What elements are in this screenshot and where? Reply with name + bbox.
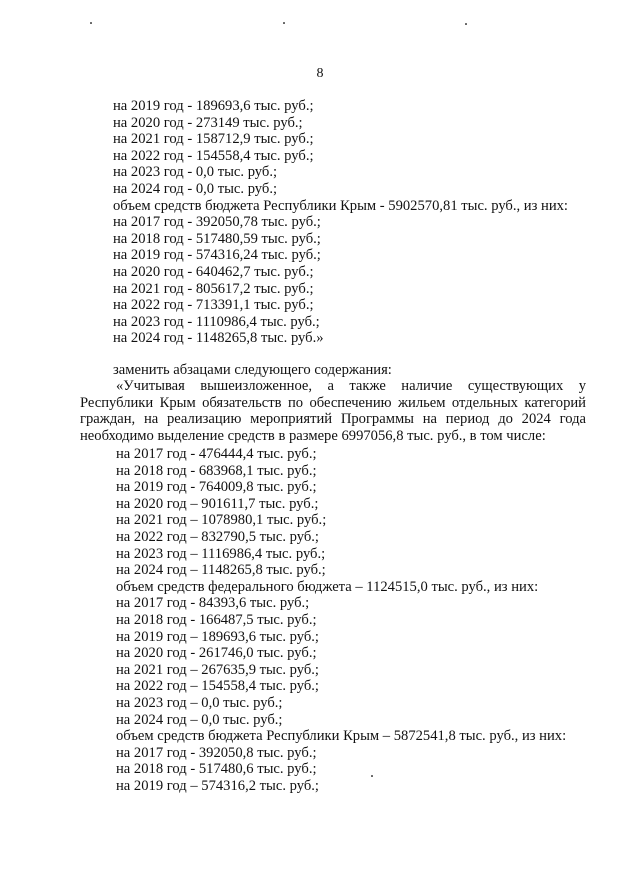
year-line: на 2022 год - 154558,4 тыс. руб.;: [113, 147, 314, 164]
year-line: на 2020 год – 901611,7 тыс. руб.;: [116, 495, 319, 512]
year-line: на 2018 год - 166487,5 тыс. руб.;: [116, 612, 317, 628]
year-line: на 2018 год - 683968,1 тыс. руб.;: [116, 462, 317, 479]
year-line: на 2022 год – 832790,5 тыс. руб.;: [116, 529, 319, 545]
year-line: на 2021 год - 158712,9 тыс. руб.;: [113, 131, 314, 148]
year-line: на 2022 год – 154558,4 тыс. руб.;: [116, 678, 319, 695]
year-line: на 2020 год - 640462,7 тыс. руб.;: [113, 264, 314, 280]
year-line: на 2017 год - 392050,8 тыс. руб.;: [116, 744, 317, 761]
year-line: на 2023 год - 1110986,4 тыс. руб.;: [113, 313, 320, 330]
replace-heading: заменить абзацами следующего содержания:: [113, 362, 392, 378]
year-line: на 2023 год – 1116986,4 тыс. руб.;: [116, 545, 326, 562]
year-line: на 2024 год - 1148265,8 тыс. руб.»: [113, 330, 324, 347]
paragraph-line: необходимо выделение средств в размере 6997056,8 тыс. руб., в том числе:: [80, 427, 546, 444]
scan-speck: [283, 22, 285, 24]
year-line: на 2019 год – 189693,6 тыс. руб.;: [116, 628, 319, 645]
year-line: на 2019 год – 574316,2 тыс. руб.;: [116, 778, 319, 794]
scan-speck: [371, 775, 373, 777]
year-line: на 2018 год - 517480,6 тыс. руб.;: [116, 761, 317, 778]
year-line: на 2021 год – 267635,9 тыс. руб.;: [116, 661, 319, 678]
paragraph-line: «Учитывая вышеизложенное, а также наличие существующих у: [116, 378, 586, 394]
year-line: на 2023 год - 0,0 тыс. руб.;: [113, 164, 278, 181]
funding-source-line: объем средств федерального бюджета – 1124515,0 тыс. руб., из них:: [116, 578, 539, 595]
year-line: на 2019 год - 574316,24 тыс. руб.;: [113, 247, 321, 264]
year-line: на 2022 год - 713391,1 тыс. руб.;: [113, 297, 314, 314]
year-line: на 2017 год - 392050,78 тыс. руб.;: [113, 214, 321, 231]
year-line: на 2024 год – 0,0 тыс. руб.;: [116, 711, 283, 728]
scan-speck: [90, 22, 92, 24]
year-line: на 2024 год - 0,0 тыс. руб.;: [113, 181, 278, 197]
year-line: на 2017 год - 476444,4 тыс. руб.;: [116, 446, 317, 462]
scan-speck: [465, 23, 467, 25]
year-line: на 2020 год - 261746,0 тыс. руб.;: [116, 645, 317, 662]
funding-source-line: объем средств бюджета Республики Крым – 5872541,8 тыс. руб., из них:: [116, 728, 567, 745]
year-line: на 2020 год - 273149 тыс. руб.;: [113, 114, 303, 131]
year-line: на 2018 год - 517480,59 тыс. руб.;: [113, 230, 321, 247]
funding-source-line: объем средств бюджета Республики Крым - 5902570,81 тыс. руб., из них:: [113, 197, 568, 214]
paragraph-line: граждан, на реализацию мероприятий Программы на период до 2024 года: [80, 411, 586, 428]
year-line: на 2021 год - 805617,2 тыс. руб.;: [113, 280, 314, 297]
paragraph-line: Республики Крым обязательств по обеспечению жильем отдельных категорий: [80, 394, 586, 411]
year-line: на 2017 год - 84393,6 тыс. руб.;: [116, 595, 310, 612]
year-line: на 2019 год - 764009,8 тыс. руб.;: [116, 479, 317, 496]
page-number: 8: [316, 66, 324, 81]
year-line: на 2024 год – 1148265,8 тыс. руб.;: [116, 562, 326, 579]
year-line: на 2023 год – 0,0 тыс. руб.;: [116, 695, 283, 711]
year-line: на 2021 год – 1078980,1 тыс. руб.;: [116, 512, 327, 529]
year-line: на 2019 год - 189693,6 тыс. руб.;: [113, 98, 314, 114]
